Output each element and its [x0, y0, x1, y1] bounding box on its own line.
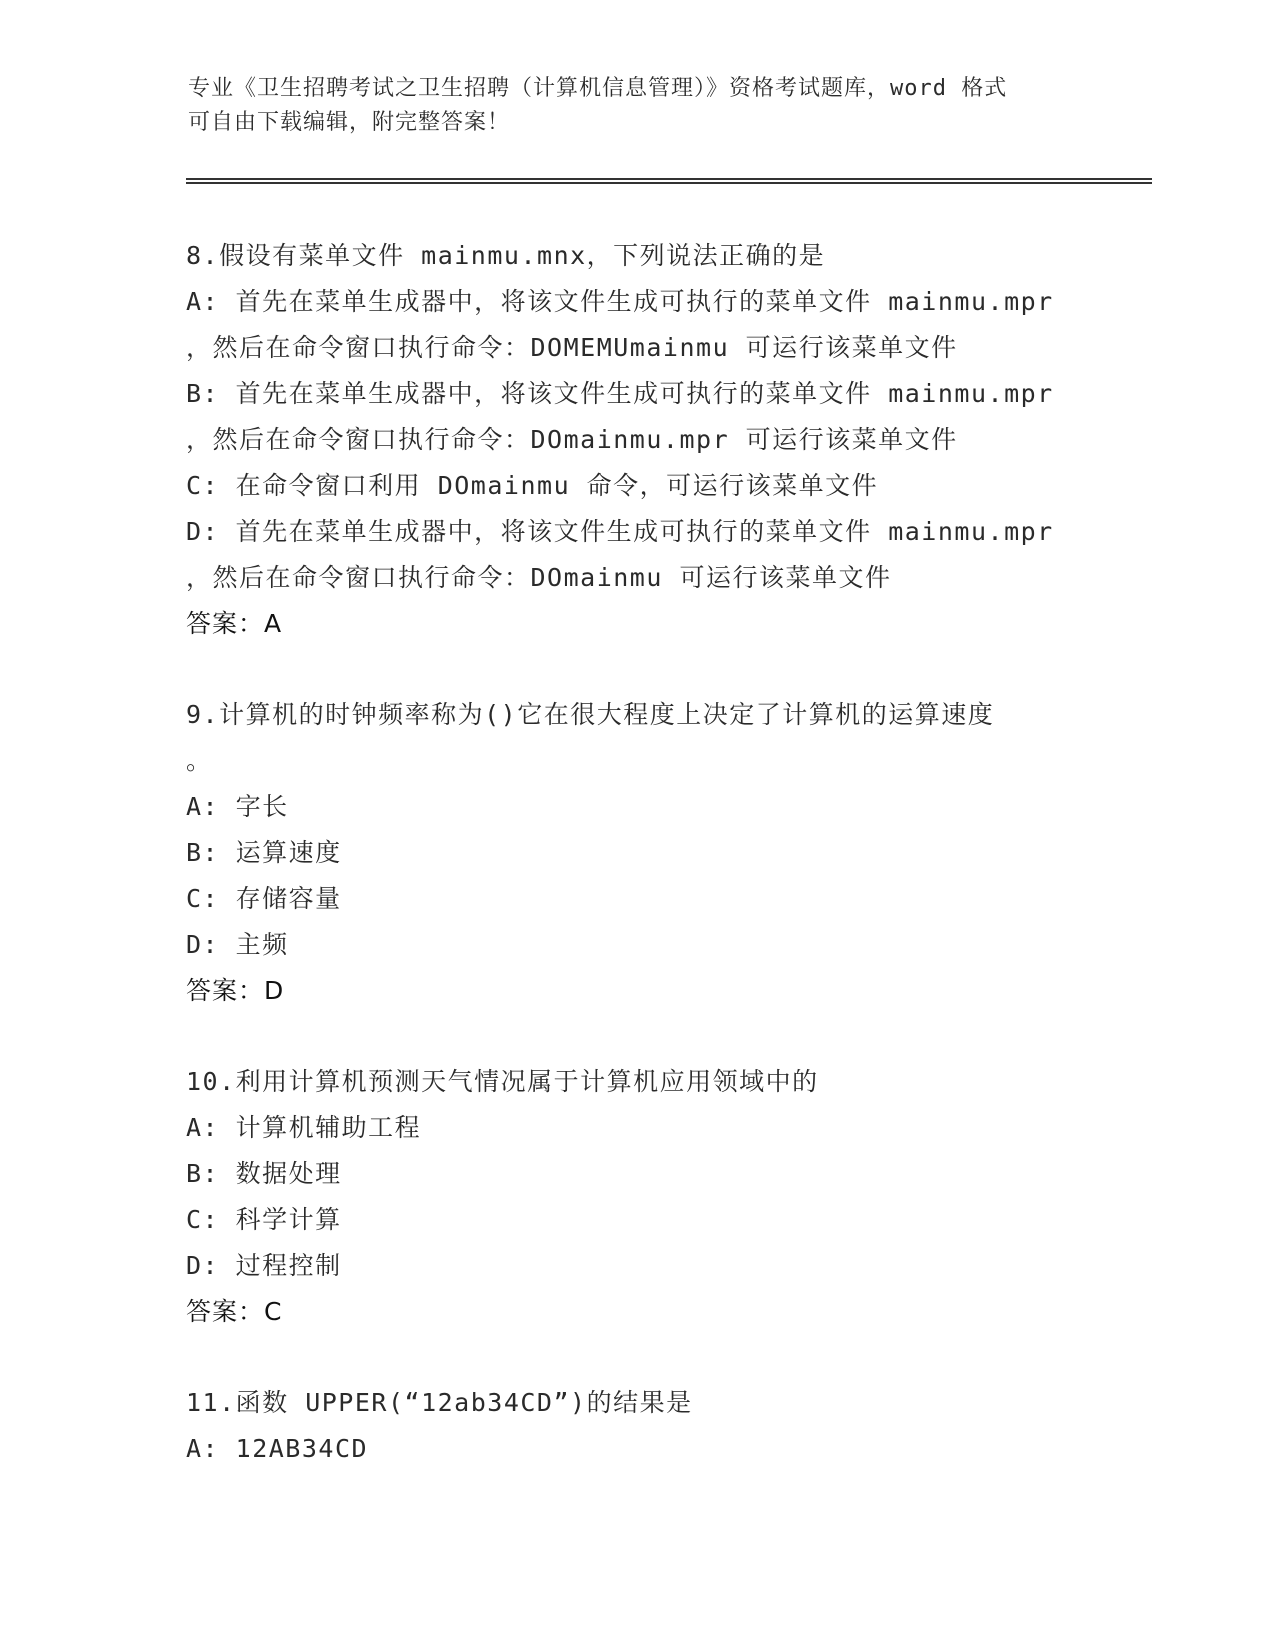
question-stem: 11.函数 UPPER(“12ab34CD”)的结果是	[186, 1388, 693, 1417]
header-title-line-2: 可自由下载编辑，附完整答案！	[188, 110, 511, 135]
answer-label: 答案：C	[186, 1297, 283, 1326]
option-d: D: 首先在菜单生成器中，将该文件生成可执行的菜单文件 mainmu.mpr	[186, 517, 1054, 546]
question-list	[186, 233, 1186, 1472]
option-c: C: 在命令窗口利用 DOmainmu 命令，可运行该菜单文件	[186, 471, 879, 500]
option-a-continued: ，然后在命令窗口执行命令：DOMEMUmainmu 可运行该菜单文件	[186, 333, 958, 362]
option-d-continued: ，然后在命令窗口执行命令：DOmainmu 可运行该菜单文件	[186, 563, 892, 592]
header-divider-bottom	[186, 182, 1152, 184]
question-stem: 9.计算机的时钟频率称为()它在很大程度上决定了计算机的运算速度	[186, 700, 995, 729]
question-block-10	[186, 1059, 1186, 1335]
option-b: B: 数据处理	[186, 1159, 342, 1188]
answer-label: 答案：D	[186, 976, 285, 1005]
option-c: C: 存储容量	[186, 884, 342, 913]
question-stem: 10.利用计算机预测天气情况属于计算机应用领域中的	[186, 1067, 819, 1096]
header-title-line-1: 专业《卫生招聘考试之卫生招聘（计算机信息管理）》资格考试题库，word 格式	[188, 76, 1008, 101]
question-spacer	[186, 647, 1186, 692]
question-block-8	[186, 233, 1186, 647]
question-block-9	[186, 692, 1186, 1014]
question-block-11	[186, 1380, 1186, 1472]
question-stem: 8.假设有菜单文件 mainmu.mnx，下列说法正确的是	[186, 241, 826, 270]
document-header	[188, 72, 1088, 140]
option-d: D: 过程控制	[186, 1251, 342, 1280]
option-d: D: 主频	[186, 930, 289, 959]
header-divider-top	[186, 178, 1152, 180]
question-spacer	[186, 1014, 1186, 1059]
question-spacer	[186, 1335, 1186, 1380]
answer-label: 答案：A	[186, 609, 283, 638]
option-c: C: 科学计算	[186, 1205, 342, 1234]
option-b-continued: ，然后在命令窗口执行命令：DOmainmu.mpr 可运行该菜单文件	[186, 425, 958, 454]
option-b: B: 首先在菜单生成器中，将该文件生成可执行的菜单文件 mainmu.mpr	[186, 379, 1054, 408]
option-a: A: 首先在菜单生成器中，将该文件生成可执行的菜单文件 mainmu.mpr	[186, 287, 1054, 316]
question-stem-continued: 。	[186, 746, 213, 775]
option-a: A: 字长	[186, 792, 289, 821]
option-b: B: 运算速度	[186, 838, 342, 867]
option-a: A: 12AB34CD	[186, 1434, 369, 1463]
option-a: A: 计算机辅助工程	[186, 1113, 422, 1142]
